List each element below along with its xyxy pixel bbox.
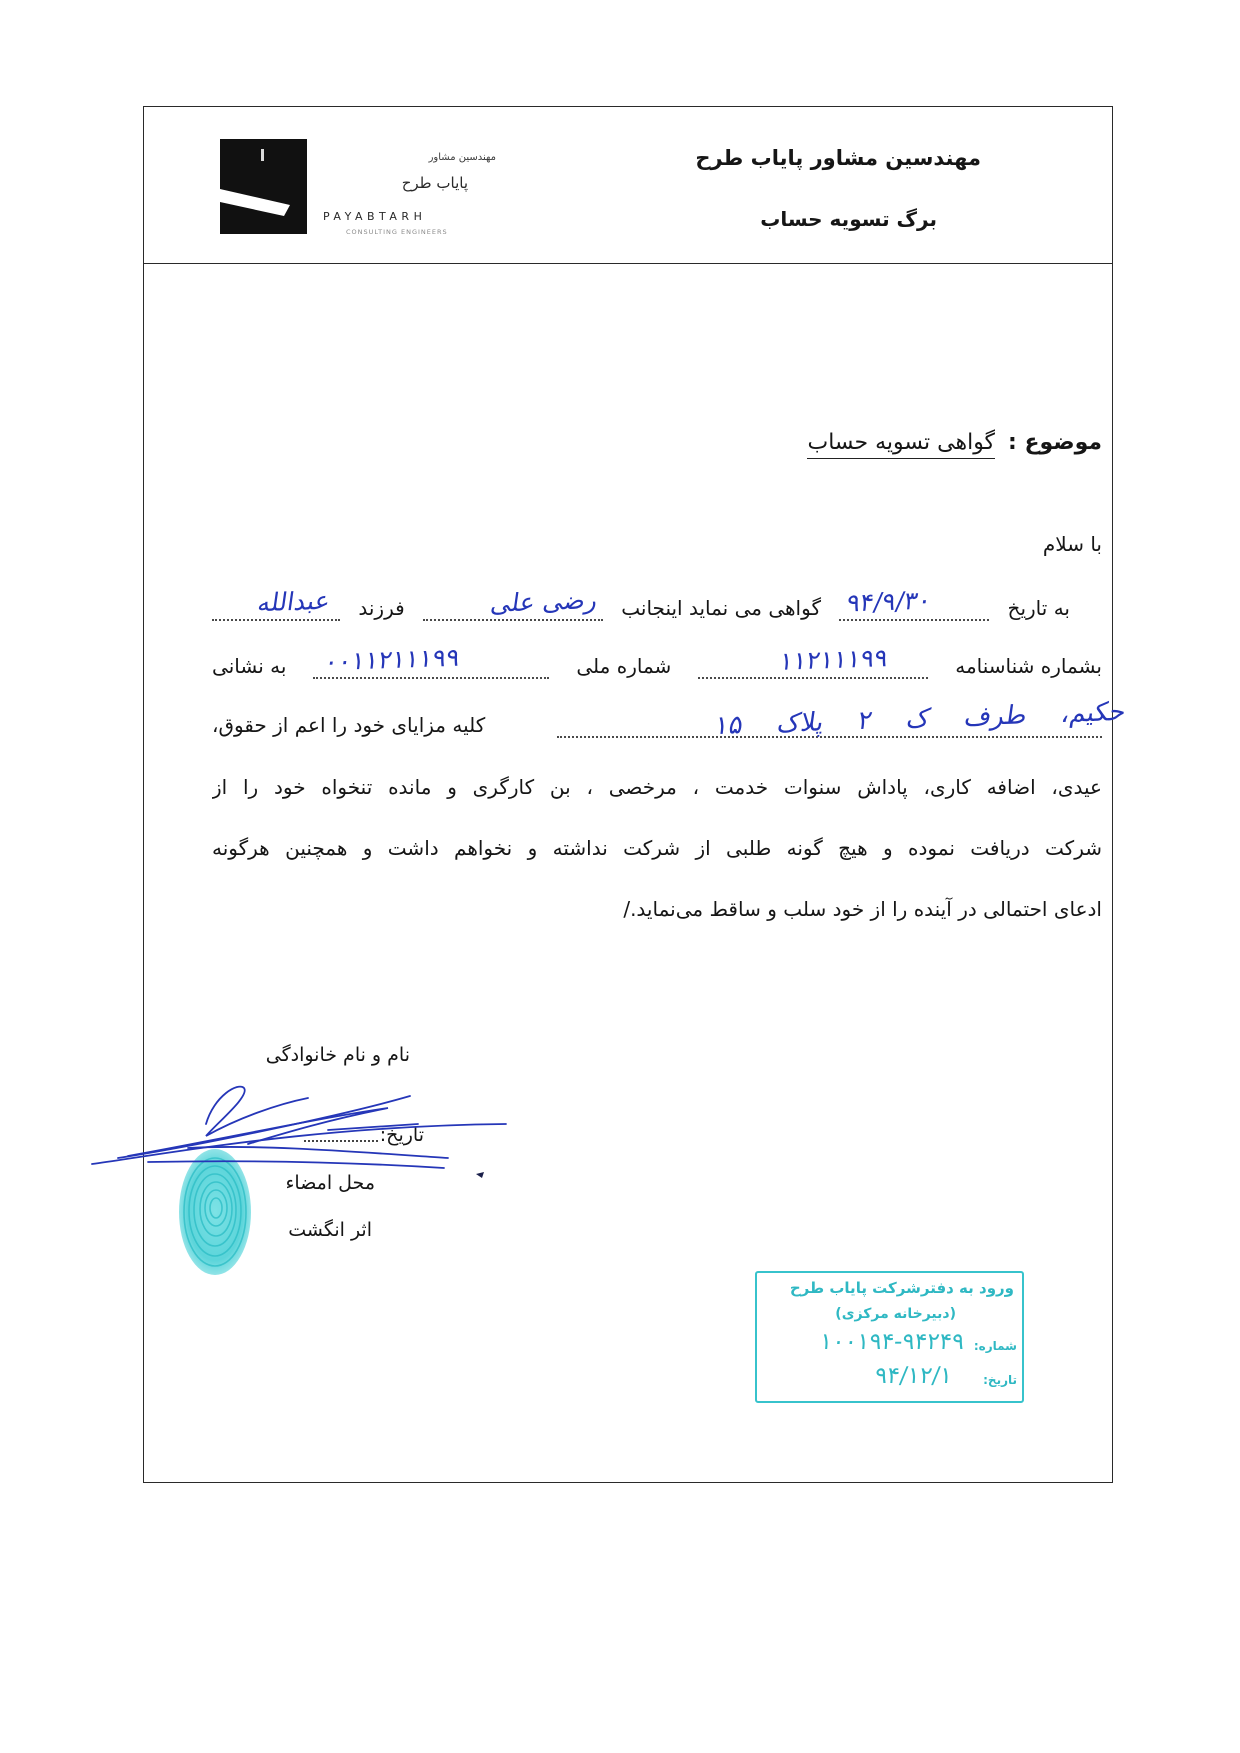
subject-value: گواهی تسویه حساب: [807, 430, 995, 459]
date-field: [839, 585, 989, 621]
body-line-3: [212, 696, 1128, 746]
signature-scribble: [88, 1078, 512, 1190]
form-title: برگ تسویه حساب: [760, 207, 937, 231]
subject-label: موضوع :: [1008, 430, 1102, 455]
subject-line: [807, 430, 1102, 455]
id-number-field: [698, 643, 928, 679]
body-line-4: عیدی، اضافه کاری، پاداش سنوات خدمت ، مرخصی ، بن کارگری و مانده تنخواه خود را از: [212, 775, 1102, 799]
greeting: با سلام: [1042, 532, 1102, 556]
stamp-number-handwriting: ۱۰۰۱۹۴-۹۴۲۴۹: [818, 1329, 966, 1355]
body-line-2: [212, 642, 1102, 687]
address-field: [557, 696, 1128, 742]
name-handwriting: رضی علی: [488, 585, 600, 618]
father-name-handwriting: عبدالله: [256, 585, 333, 618]
child-of-label: فرزند: [358, 596, 405, 620]
logo-text-latin: PAYABTARH: [323, 210, 427, 223]
benefits-text: کلیه مزایای خود را اعم از حقوق،: [212, 713, 486, 737]
fingerprint-label: اثر انگشت: [288, 1219, 372, 1241]
date-handwriting: ۹۴/۹/۳۰: [845, 585, 934, 618]
logo-text-consulting: مهندسین مشاور: [428, 152, 496, 163]
address-handwriting: حکیم، طرف ک ۲ پلاک ۱۵: [712, 696, 1128, 742]
payabtarh-logo-icon: [220, 139, 307, 234]
national-number-handwriting: ۰۰۱۱۲۱۱۱۹۹: [323, 642, 463, 677]
certify-text: گواهی می نماید اینجانب: [621, 596, 821, 620]
header-divider: [144, 263, 1112, 264]
father-name-field: [212, 585, 340, 621]
body-line-1: [212, 587, 1102, 629]
signature-place-label: محل امضاء: [285, 1172, 375, 1194]
stamp-number-label: شماره:: [973, 1339, 1017, 1353]
body-line-5: شرکت دریافت نموده و هیچ گونه طلبی از شرکت نداشته و نخواهم داشت و همچنین هرگونه: [212, 836, 1102, 860]
id-number-label: بشماره شناسنامه: [955, 654, 1102, 678]
registry-stamp: [755, 1271, 1024, 1403]
company-title: مهندسین مشاور پایاب طرح: [695, 146, 981, 170]
body-line-6: ادعای احتمالی در آینده را از خود سلب و ساقط می‌نماید./: [623, 897, 1102, 921]
logo-text-name: پایاب طرح: [401, 174, 468, 192]
signature-date-label: تاریخ:: [379, 1124, 424, 1146]
name-field: [423, 585, 603, 621]
national-number-label: شماره ملی: [576, 654, 672, 678]
national-number-field: [313, 642, 549, 679]
stamp-subtitle: (دبیرخانه مرکزی): [835, 1306, 956, 1322]
stamp-date-label: تاریخ:: [983, 1373, 1017, 1387]
stamp-date-handwriting: ۹۴/۱۲/۱: [873, 1363, 954, 1389]
id-number-handwriting: ۱۱۲۱۱۱۹۹: [777, 643, 891, 676]
stamp-title: ورود به دفترشرکت پایاب طرح: [789, 1279, 1014, 1297]
date-label: به تاریخ: [1007, 596, 1070, 620]
logo-tagline: CONSULTING ENGINEERS: [346, 228, 448, 236]
full-name-label: نام و نام خانوادگی: [265, 1044, 410, 1066]
address-label: به نشانی: [212, 654, 287, 678]
